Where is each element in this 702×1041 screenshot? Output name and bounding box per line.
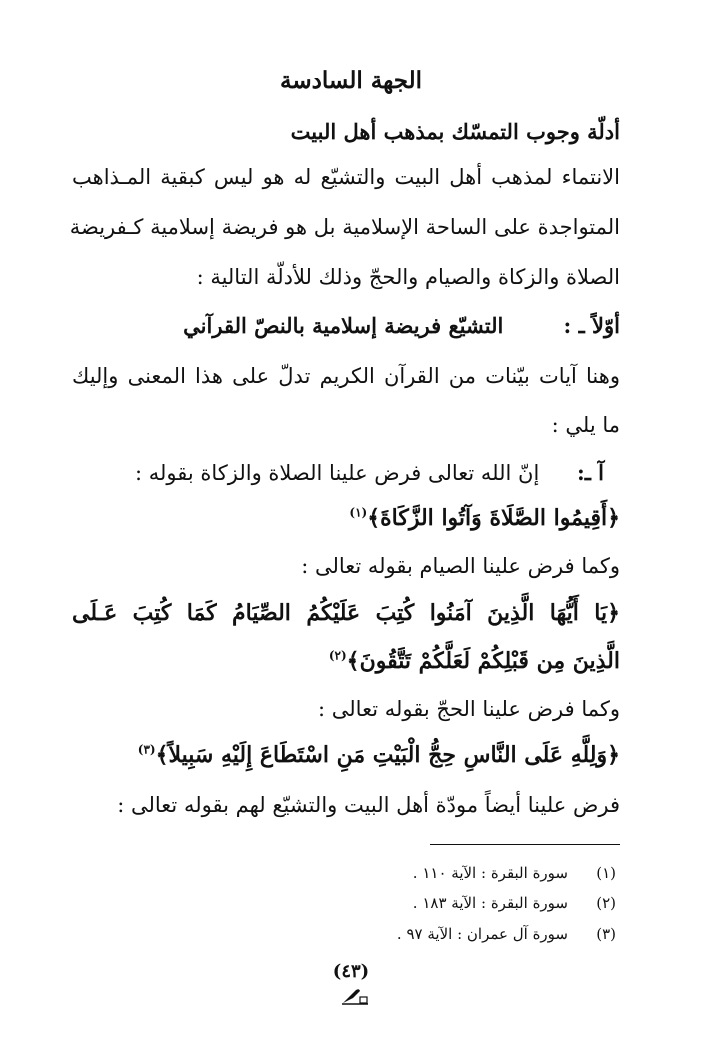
- intro-paragraph-line-3: الصلاة والزكاة والصيام والحجّ وذلك للأدلّة التالية :: [196, 265, 620, 289]
- verse-hajj: [72, 740, 620, 770]
- section-subheading: أدلّة وجوب التمسّك بمذهب أهل البيت: [290, 119, 620, 144]
- footnote-1-number: (١): [596, 864, 616, 882]
- intro-paragraph-line-1: الانتماء لمذهب أهل البيت والتشيّع له هو ليس كبقية المـذاهب: [72, 165, 620, 189]
- hajj-intro: وكما فرض علينا الحجّ بقوله تعالى :: [318, 697, 620, 721]
- intro-paragraph-line-2: المتواجدة على الساحة الإسلامية بل هو فريضة إسلامية كـفريضة: [69, 215, 620, 239]
- verse-hajj-text: ﴿وَلِلَّهِ عَلَى النَّاسِ حِجُّ الْبَيْتِ مَنِ اسْتَطَاعَ إِلَيْهِ سَبِيلاً﴾: [155, 742, 620, 768]
- fasting-intro: وكما فرض علينا الصيام بقوله تعالى :: [301, 554, 620, 578]
- footnote-1: [200, 862, 616, 884]
- footnote-2: [200, 892, 616, 914]
- footnote-3-text: سورة آل عمران : الآية ٩٧ .: [396, 925, 568, 943]
- footnote-1-text: سورة البقرة : الآية ١١٠ .: [412, 864, 568, 882]
- verse-prayer-zakat: [72, 503, 620, 533]
- point-one-paragraph-line-2: ما يلي :: [551, 413, 620, 437]
- item-a: [72, 458, 604, 488]
- point-one-title: التشيّع فريضة إسلامية بالنصّ القرآني: [183, 313, 504, 338]
- footnote-ref-3: (٣): [137, 742, 156, 757]
- footnote-2-number: (٢): [596, 894, 616, 912]
- closing-line: فرض علينا أيضاً مودّة أهل البيت والتشيّع لهم بقوله تعالى :: [117, 793, 620, 817]
- footnote-3: [200, 923, 616, 945]
- item-a-text: إنّ الله تعالى فرض علينا الصلاة والزكاة بقوله :: [134, 461, 540, 485]
- item-a-label: آ ـ:: [576, 460, 604, 485]
- verse-fasting-line-2: [72, 646, 620, 676]
- footnote-divider: [430, 844, 620, 845]
- point-one-heading: [72, 311, 620, 341]
- footnote-ref-2: (٢): [328, 648, 347, 663]
- verse-fasting-line-1: ﴿يَا أَيُّهَا الَّذِينَ آمَنُوا كُتِبَ عَلَيْكُمُ الصِّيَامُ كَمَا كُتِبَ عَـلَى: [72, 600, 620, 626]
- point-one-label: أوّلاً ـ :: [563, 313, 620, 338]
- quill-pen-icon: [340, 986, 370, 1006]
- verse-fasting-line-2-text: الَّذِينَ مِن قَبْلِكُمْ لَعَلَّكُمْ تَتَّقُونَ﴾: [346, 648, 620, 674]
- page-number: (٤٣): [332, 961, 370, 982]
- point-one-paragraph-line-1: وهنا آيات بيّنات من القرآن الكريم تدلّ على هذا المعنى وإليك: [72, 364, 620, 388]
- footnote-3-number: (٣): [596, 925, 616, 943]
- section-heading: الجهة السادسة: [280, 67, 422, 94]
- footnote-2-text: سورة البقرة : الآية ١٨٣ .: [412, 894, 568, 912]
- footnote-ref-1: (١): [349, 505, 368, 520]
- verse-prayer-zakat-text: ﴿أَقِيمُوا الصَّلَاةَ وَآتُوا الزَّكَاةَ﴾: [367, 505, 620, 531]
